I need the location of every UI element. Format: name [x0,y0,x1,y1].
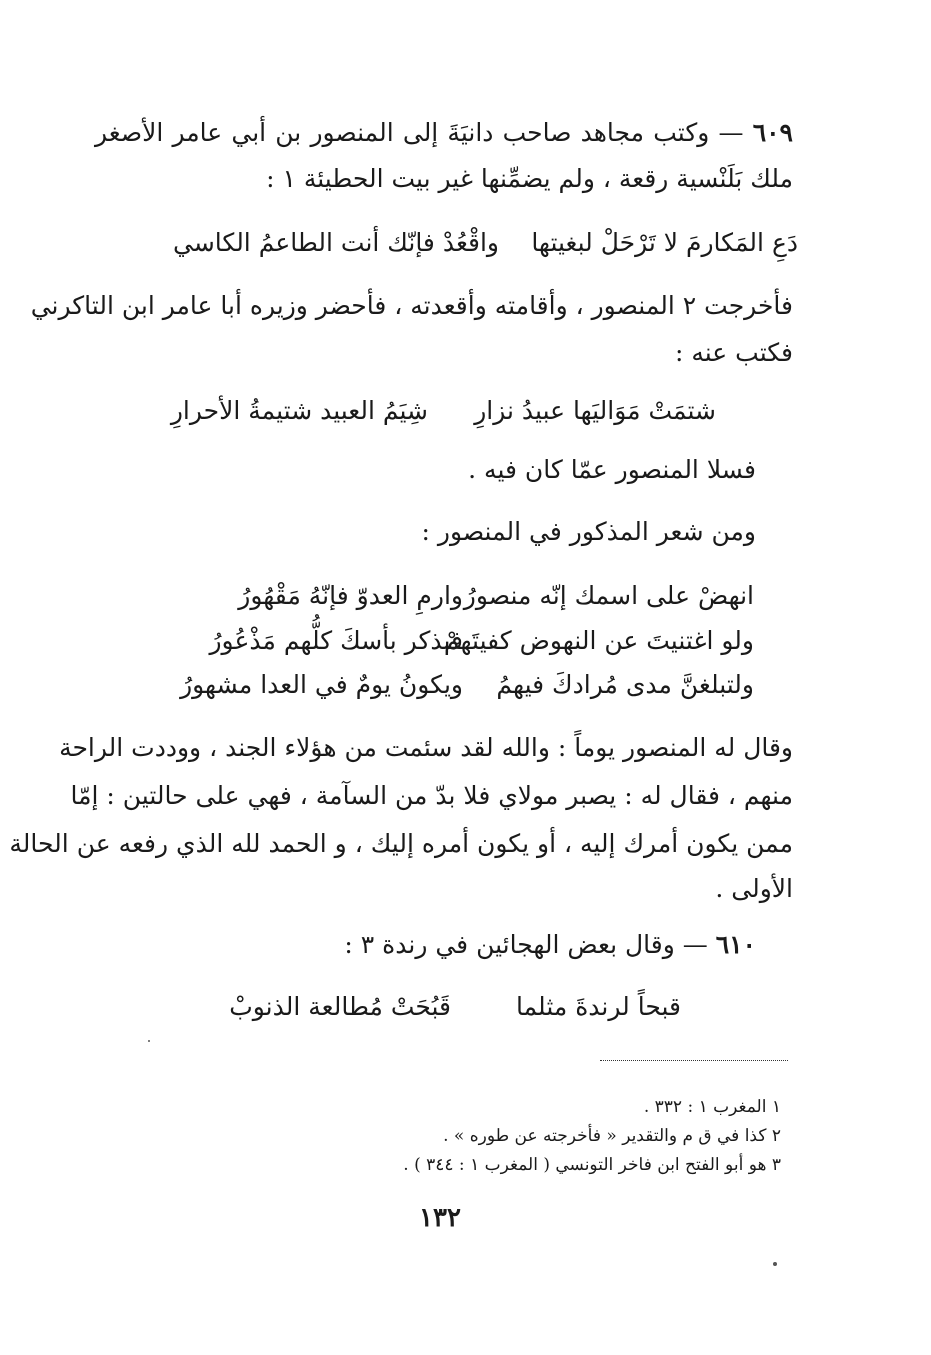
dash: — [682,930,708,959]
footnote-separator [600,1060,788,1061]
dash: — [718,118,744,147]
poem-hemistich-second: وارمِ العدوّ فإنّهُ مَقْهُورُ [238,581,463,610]
verse-hemistich-first: شتمَتْ مَوَاليَها عبيدُ نزارِ [474,396,716,425]
paragraph-line: الأولى . [715,874,793,903]
entry-610-line [344,928,756,962]
entry-text: وكتب مجاهد صاحب دانيَةَ إلى المنصور بن أبي عامر الأصغر [95,118,710,147]
poem-hemistich-second: فبذكر بأسكَ كلُّهم مَذْعُورُ [209,626,463,655]
entry-number: ٦٠٩ [752,118,793,147]
verse-hemistich-second: قَبُحَتْ مُطالعة الذنوبْ [229,992,451,1021]
paragraph-line: فكتب عنه : [674,338,793,367]
verse-hemistich-second: واقْعُدْ فإنّك أنت الطاعمُ الكاسي [172,228,499,257]
scan-speck [148,1040,150,1042]
footnote-3: ٣ هو أبو الفتح ابن فاخر التونسي ( المغرب ١ : ٣٤٤ ) . [403,1155,781,1175]
poem-hemistich-second: ويكونُ يومٌ في العدا مشهورُ [180,670,463,699]
verse-hemistich-first: دَعِ المَكارمَ لا تَرْحَلْ لبغيتها [531,228,798,257]
entry-609-line-1 [95,116,793,150]
poem-hemistich-first: ولتبلغنَّ مدى مُرادكَ فيهمُ [496,670,754,699]
paragraph-line: فأخرجت ٢ المنصور ، وأقامته وأقعدته ، فأحضر وزيره أبا عامر ابن التاكرني [30,291,793,320]
page-number: ١٣٢ [419,1203,461,1233]
paragraph-line: منهم ، فقال له : يصبر مولاي فلا بدّ من السآمة ، فهي على حالتين : إمّا [70,781,793,810]
poem-hemistich-first: انهضْ على اسمك إنّه منصورُ [463,581,754,610]
paragraph-line: ممن يكون أمرك إليه ، أو يكون أمره إليك ، و الحمد لله الذي رفعه عن الحالة [9,829,793,858]
verse-hemistich-second: شِيَمُ العبيد شتيمةُ الأحرارِ [170,396,428,425]
scan-speck [773,1262,777,1266]
footnote-1: ١ المغرب ١ : ٣٣٢ . [643,1097,781,1117]
entry-number: ٦١٠ [715,930,756,959]
entry-609-line-2: ملك بَلَنْسية رقعة ، ولم يضمِّنها غير بيت الحطيئة ١ : [266,164,793,193]
verse-hemistich-first: قبحاً لرندةَ مثلما [515,992,681,1021]
footnote-2: ٢ كذا في ق م والتقدير « فأخرجته عن طوره » . [443,1126,781,1146]
entry-text: وقال بعض الهجائين في رندة ٣ : [344,930,675,959]
paragraph-line: ومن شعر المذكور في المنصور : [421,517,756,546]
paragraph-line: فسلا المنصور عمّا كان فيه . [468,455,756,484]
poem-hemistich-first: ولو اغتنيتَ عن النهوض كفيتَهمْ [443,626,754,655]
paragraph-line: وقال له المنصور يوماً : والله لقد سئمت من هؤلاء الجند ، ووددت الراحة [59,733,793,762]
